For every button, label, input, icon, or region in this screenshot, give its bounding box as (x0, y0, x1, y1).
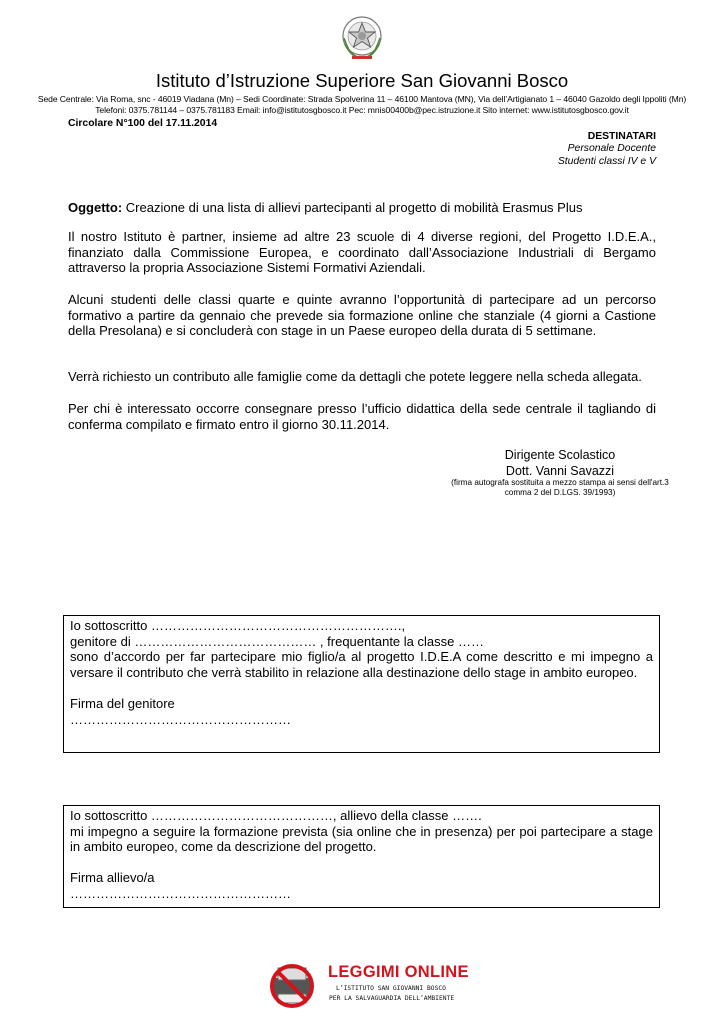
parent-signature-label: Firma del genitore (70, 695, 175, 711)
recipient-item: Personale Docente (567, 143, 656, 154)
paragraph-text: Verrà richiesto un contributo alle famiglie come da dettagli che potete leggere nella scheda allegata. (68, 369, 642, 384)
italian-republic-emblem-icon (340, 14, 384, 62)
student-form-line-1: Io sottoscritto ……………………………………, allievo della classe ……. (70, 808, 482, 823)
parent-form-line-1: Io sottoscritto …………………………………………………., (70, 618, 406, 633)
parent-signature-line: …………………………………………… (70, 711, 291, 727)
signature-block (470, 448, 650, 479)
body-paragraph-1 (68, 229, 656, 276)
address-line-2: Telefoni: 0375.781144 – 0375.781183 Email: info@istitutosgbosco.it Pec: mnis00400b@pec.istruzione.it Sito internet: www.istitutosgbosco.gov.it (95, 105, 629, 115)
subject-label: Oggetto: (68, 200, 123, 215)
body-paragraph-2 (68, 292, 656, 339)
logo-subtitle-1: L’ISTITUTO SAN GIOVANNI BOSCO (336, 985, 446, 992)
signature-note: (firma autografa sostituita a mezzo stampa ai sensi dell'art.3 comma 2 del D.LGS. 39/1993) (451, 478, 669, 497)
paragraph-text: Il nostro Istituto è partner, insieme ad altre 23 scuole di 4 diverse regioni, del Progetto I.D.E.A., finanziato dalla Commissione Europea, e coordinato dall’Associazione Industriali di Bergamo attraverso la propria Associazione Sistemi Formativi Aziendali. (68, 229, 656, 276)
student-signature-label: Firma allievo/a (70, 870, 155, 886)
logo-subtitle-2: PER LA SALVAGUARDIA DELL’AMBIENTE (329, 995, 455, 1002)
logo-title: LEGGIMI ONLINE (328, 963, 469, 981)
body-paragraph-3 (68, 369, 656, 385)
circolare-number: Circolare N°100 del 17.11.2014 (68, 118, 218, 129)
parent-form-statement: sono d’accordo per far partecipare mio figlio/a al progetto I.D.E.A come descritto e mi impegno a versare il contributo che verrà stabilito in relazione alla destinazione dello stage in ambito europeo. (70, 649, 653, 680)
parent-consent-form (63, 615, 660, 753)
student-consent-form (63, 805, 660, 908)
address-line-1: Sede Centrale: Via Roma, snc - 46019 Viadana (Mn) – Sedi Coordinate: Strada Spolverina 11 – 46100 Mantova (MN), Via dell’Artigianato 1 – 46040 Gazoldo degli Ippoliti (Mn) (37, 94, 687, 104)
paragraph-text: Per chi è interessato occorre consegnare presso l’ufficio didattica della sede centrale il tagliando di conferma compilato e firmato entro il giorno 30.11.2014. (68, 401, 656, 432)
body-paragraph-4 (68, 401, 656, 432)
destinatari-title: DESTINATARI (587, 131, 656, 142)
subject-line (68, 200, 656, 216)
signer-name: Dott. Vanni Savazzi (505, 463, 615, 478)
recipient-item: Studenti classi IV e V (557, 156, 656, 167)
paragraph-text: Alcuni studenti delle classi quarte e quinte avranno l’opportunità di partecipare ad un percorso formativo a partire da gennaio che prevede sia formazione online che stanziale (4 giorni a Castione della Presolana) e si concluderà con stage in un Paese europeo della durata di 5 settimane. (68, 292, 656, 339)
signer-role: Dirigente Scolastico (504, 448, 616, 462)
subject-text: Creazione di una lista di allievi partecipanti al progetto di mobilità Erasmus Plus (122, 200, 583, 215)
student-signature-line: …………………………………………… (70, 885, 291, 901)
parent-form-line-2: genitore di …………………………………… , frequentante la classe …… (70, 633, 484, 649)
student-form-statement: mi impegno a seguire la formazione prevista (sia online che in presenza) per poi partecipare a stage in ambito europeo, come da descrizione del progetto. (70, 823, 653, 855)
school-name: Istituto d’Istruzione Superiore San Giovanni Bosco (155, 70, 569, 91)
